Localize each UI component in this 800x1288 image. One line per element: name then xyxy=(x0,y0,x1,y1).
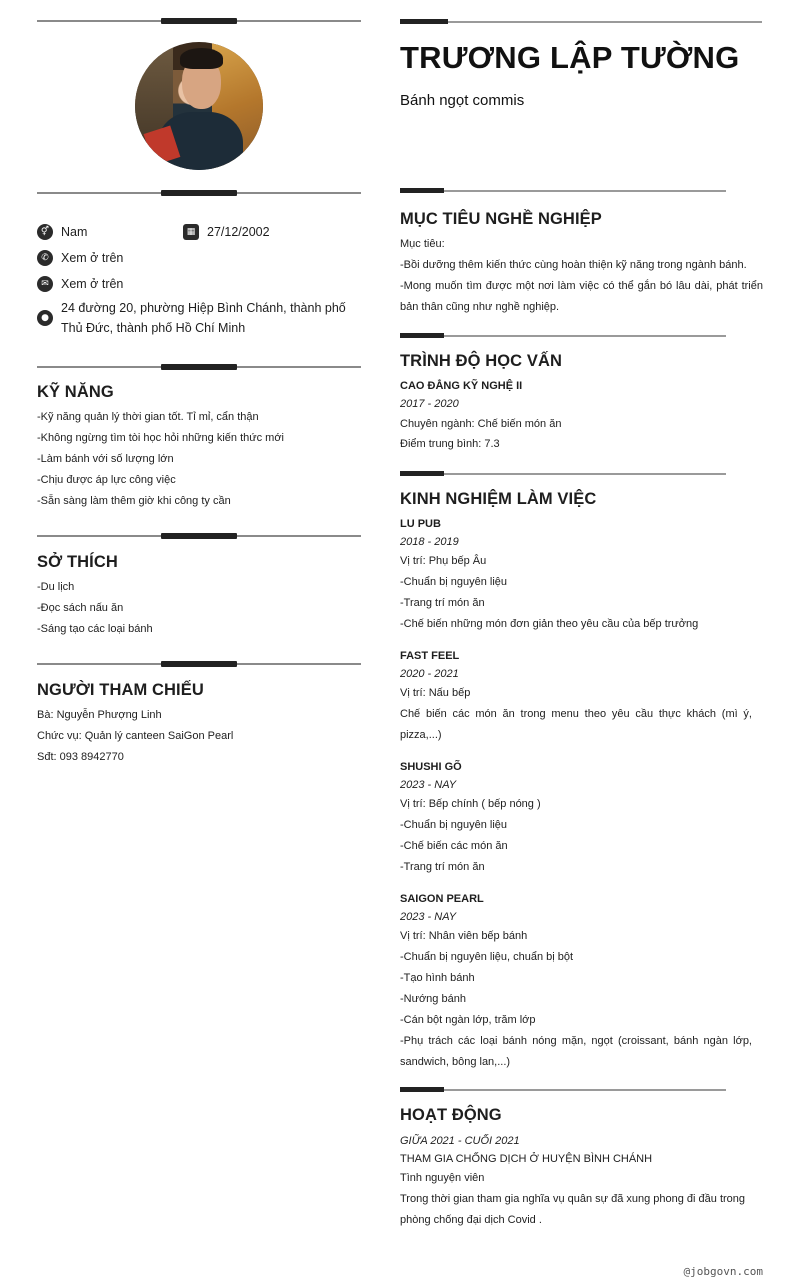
phone-icon: ✆ xyxy=(37,250,53,266)
list-item: -Đọc sách nấu ăn xyxy=(37,602,124,614)
job-line: -Nướng bánh xyxy=(400,993,466,1005)
divider-hobbies xyxy=(37,535,361,537)
footer-watermark: @jobgovn.com xyxy=(683,1265,763,1278)
divider-top-right xyxy=(400,21,762,23)
divider-objective xyxy=(400,190,726,192)
gender-icon: ⚥ xyxy=(37,224,53,240)
activities-body xyxy=(400,1132,752,1231)
dob-text: 27/12/2002 xyxy=(207,225,270,239)
job-period: 2023 - NAY xyxy=(400,779,457,791)
list-item: -Bồi dưỡng thêm kiến thức cùng hoàn thiện kỹ năng trong ngành bánh. xyxy=(400,259,747,271)
email-icon: ✉ xyxy=(37,276,53,292)
divider-education xyxy=(400,335,726,337)
education-period: 2017 - 2020 xyxy=(400,398,459,410)
job-item xyxy=(400,515,752,635)
hobbies-list xyxy=(37,577,361,640)
divider-avatar xyxy=(37,192,361,194)
education-major: Chuyên ngành: Chế biến món ăn xyxy=(400,418,562,430)
hobbies-title: SỞ THÍCH xyxy=(37,553,118,571)
job-item xyxy=(400,890,752,1073)
references-title: NGƯỜI THAM CHIẾU xyxy=(37,681,204,699)
job-line: -Tạo hình bánh xyxy=(400,972,475,984)
phone-text: Xem ở trên xyxy=(61,251,124,265)
job-line: Vị trí: Nhân viên bếp bánh xyxy=(400,930,528,942)
list-item: Chức vụ: Quản lý canteen SaiGon Pearl xyxy=(37,730,234,742)
candidate-role: Bánh ngọt commis xyxy=(400,92,525,109)
objective-title: MỤC TIÊU NGHỀ NGHIỆP xyxy=(400,210,602,228)
location-icon: ● xyxy=(37,310,53,326)
list-item: -Du lịch xyxy=(37,581,75,593)
education-gpa: Điểm trung bình: 7.3 xyxy=(400,438,500,450)
job-item xyxy=(400,758,752,878)
job-line: -Trang trí món ăn xyxy=(400,861,485,873)
list-item: -Chịu được áp lực công việc xyxy=(37,474,176,486)
activities-title: HOẠT ĐỘNG xyxy=(400,1106,502,1124)
divider-skills xyxy=(37,366,361,368)
divider-top-left xyxy=(37,20,361,22)
list-item: -Kỹ năng quản lý thời gian tốt. Tỉ mỉ, cẩn thận xyxy=(37,411,259,423)
list-item: -Làm bánh với số lượng lớn xyxy=(37,453,174,465)
experience-title: KINH NGHIỆM LÀM VIỆC xyxy=(400,490,597,508)
job-line: -Trang trí món ăn xyxy=(400,597,485,609)
job-line: -Phụ trách các loại bánh nóng mặn, ngọt (croissant, bánh ngàn lớp, sandwich, bông lan,...) xyxy=(400,1035,752,1068)
education-title: TRÌNH ĐỘ HỌC VẤN xyxy=(400,352,563,370)
job-company: FAST FEEL xyxy=(400,650,460,662)
job-line: -Chế biến những món đơn giản theo yêu cầu của bếp trưởng xyxy=(400,618,699,630)
education-body xyxy=(400,377,763,455)
calendar-icon: ▦ xyxy=(183,224,199,240)
address-text: 24 đường 20, phường Hiệp Bình Chánh, thành phố Thủ Đức, thành phố Hồ Chí Minh xyxy=(61,301,346,335)
job-period: 2018 - 2019 xyxy=(400,536,459,548)
references-list xyxy=(37,705,361,768)
avatar xyxy=(135,42,263,170)
job-line: -Chuẩn bị nguyên liệu xyxy=(400,819,508,831)
job-line: Vị trí: Bếp chính ( bếp nóng ) xyxy=(400,798,541,810)
objective-label: Mục tiêu: xyxy=(400,238,445,250)
gender-text: Nam xyxy=(61,225,88,239)
job-item xyxy=(400,647,752,746)
list-item: Sđt: 093 8942770 xyxy=(37,751,124,763)
list-item: -Sáng tạo các loại bánh xyxy=(37,623,153,635)
job-line: Vị trí: Nấu bếp xyxy=(400,687,471,699)
job-line: -Chuẩn bị nguyên liệu xyxy=(400,576,508,588)
skills-title: KỸ NĂNG xyxy=(37,383,114,401)
job-line: Chế biến các món ăn trong menu theo yêu cầu thực khách (mì ý, pizza,...) xyxy=(400,708,752,741)
activity-role: Tình nguyện viên xyxy=(400,1172,485,1184)
job-period: 2023 - NAY xyxy=(400,911,457,923)
email-text: Xem ở trên xyxy=(61,277,124,291)
activity-name: THAM GIA CHỐNG DỊCH Ở HUYỆN BÌNH CHÁNH xyxy=(400,1153,653,1165)
education-school: CAO ĐẲNG KỸ NGHỆ II xyxy=(400,380,523,392)
candidate-name: TRƯƠNG LẬP TƯỜNG xyxy=(400,40,740,75)
job-company: SHUSHI GÕ xyxy=(400,761,462,773)
activity-period: GIỮA 2021 - CUỐI 2021 xyxy=(400,1135,520,1147)
divider-activities xyxy=(400,1089,726,1091)
objective-body xyxy=(400,234,763,318)
list-item: -Mong muốn tìm được một nơi làm việc có thể gắn bó lâu dài, phát triển bản thân cũng như nghề nghiệp. xyxy=(400,280,763,313)
job-line: -Chuẩn bị nguyên liệu, chuẩn bị bột xyxy=(400,951,574,963)
job-company: LU PUB xyxy=(400,518,441,530)
list-item: -Sẵn sàng làm thêm giờ khi công ty cần xyxy=(37,495,231,507)
activity-description: Trong thời gian tham gia nghĩa vụ quân sự đã xung phong đi đầu trong phòng chống đại dịch Covid . xyxy=(400,1193,746,1226)
skills-list xyxy=(37,407,361,512)
job-period: 2020 - 2021 xyxy=(400,668,459,680)
list-item: -Không ngừng tìm tòi học hỏi những kiến thức mới xyxy=(37,432,284,444)
divider-experience xyxy=(400,473,726,475)
job-line: -Cán bột ngàn lớp, trăm lớp xyxy=(400,1014,536,1026)
job-company: SAIGON PEARL xyxy=(400,893,484,905)
list-item: Bà: Nguyễn Phượng Linh xyxy=(37,709,162,721)
job-line: Vị trí: Phụ bếp Âu xyxy=(400,555,487,567)
job-line: -Chế biến các món ăn xyxy=(400,840,508,852)
divider-references xyxy=(37,663,361,665)
